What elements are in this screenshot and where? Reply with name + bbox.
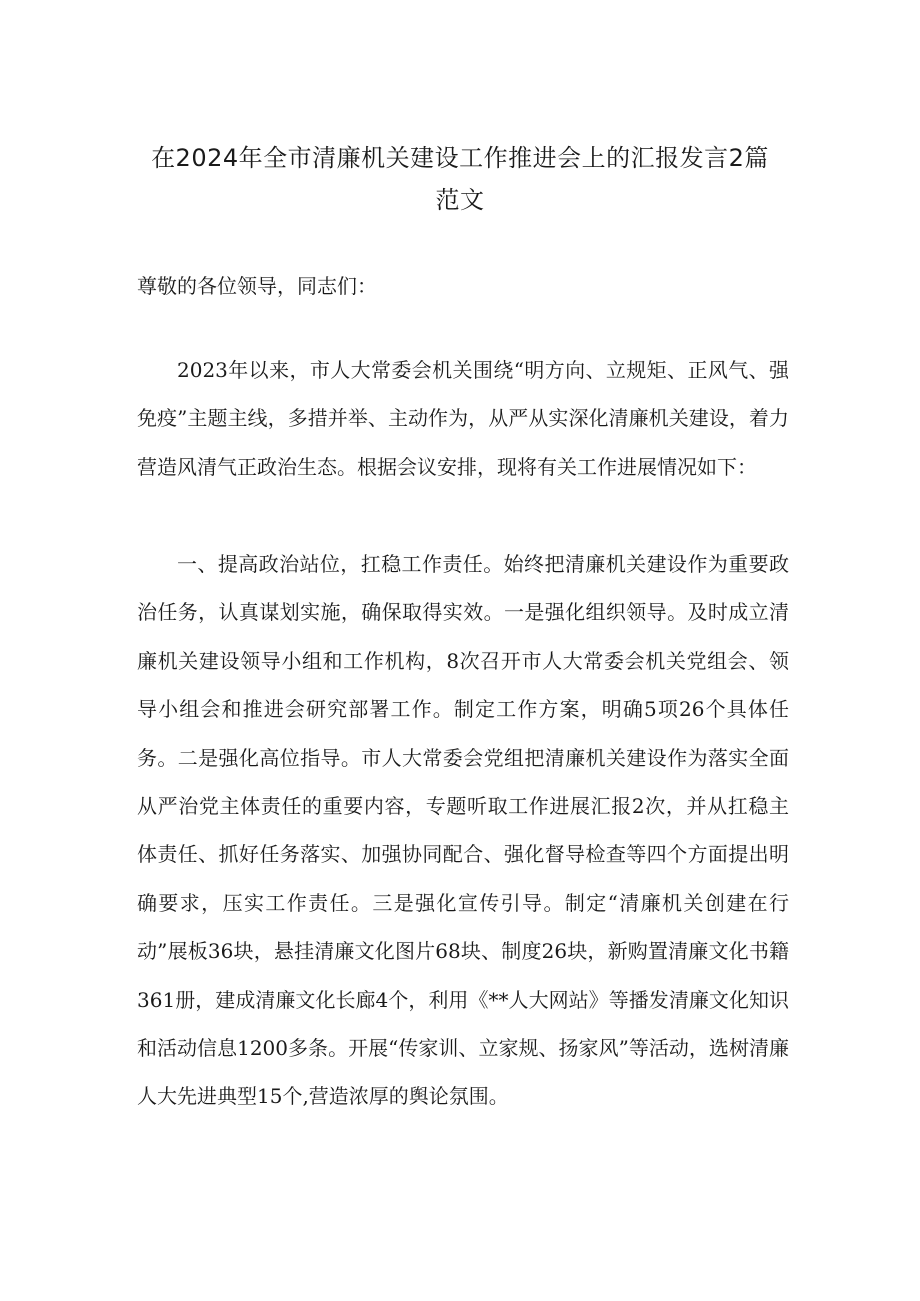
paragraph-intro: 2023年以来，市人大常委会机关围绕“明方向、立规矩、正风气、强免疫”主题主线，多措并举、主动作为，从严从实深化清廉机关建设，着力营造风清气正政治生态。根据会议安排，现将有关工作进展情况如下： (137, 358, 789, 479)
paragraph-section-one: 一、提高政治站位，扛稳工作责任。始终把清廉机关建设作为重要政治任务，认真谋划实施，确保取得实效。一是强化组织领导。及时成立清廉机关建设领导小组和工作机构，8次召开市人大常委会机关党组会、领导小组会和推进会研究部署工作。制定工作方案，明确5项26个具体任务。二是强化高位指导。市人大常委会党组把清廉机关建设作为落实全面从严治党主体责任的重要内容，专题听取工作进展汇报2次，并从扛稳主体责任、抓好任务落实、加强协同配合、强化督导检查等四个方面提出明确要求，压实工作责任。三是强化宣传引导。制定“清廉机关创建在行动”展板36块，悬挂清廉文化图片68块、制度26块，新购置清廉文化书籍361册，建成清廉文化长廊4个，利用《**人大网站》等播发清廉文化知识和活动信息1200多条。开展“传家训、立家规、扬家风”等活动，选树清廉人大先进典型15个,营造浓厚的舆论氛围。 (137, 552, 789, 1109)
title-line-1: 在2024年全市清廉机关建设工作推进会上的汇报发言2篇 (151, 144, 769, 172)
salutation: 尊敬的各位领导，同志们： (137, 274, 377, 298)
title-line-2: 范文 (435, 186, 485, 214)
document-title (120, 138, 800, 220)
